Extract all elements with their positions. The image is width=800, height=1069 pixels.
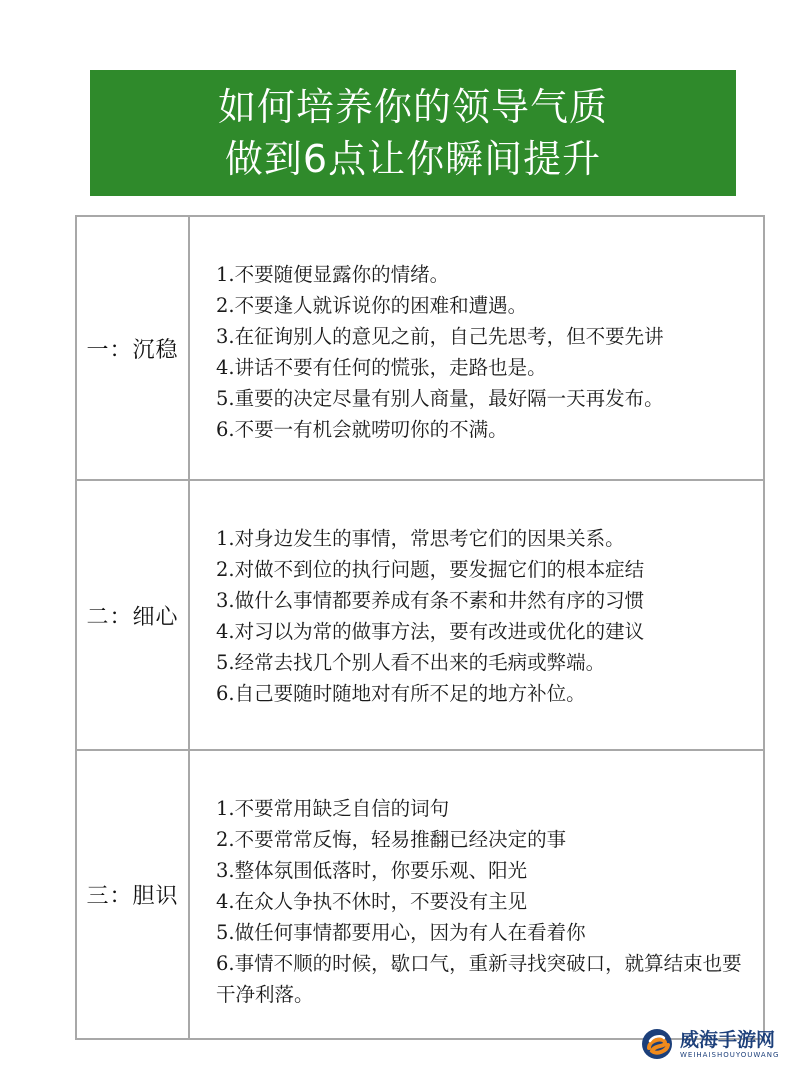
list-item: 4.在众人争执不休时，不要没有主见: [216, 890, 528, 913]
list-item: 6.自己要随时随地对有所不足的地方补位。: [216, 682, 586, 705]
section-body-courage: [190, 751, 763, 1038]
list-item: 3.整体氛围低落时，你要乐观、阳光: [216, 859, 528, 882]
list-item: 4.对习以为常的做事方法，要有改进或优化的建议: [216, 620, 645, 643]
section-body-composure: [190, 217, 763, 481]
section-heading-composure: 一：沉稳: [77, 217, 190, 481]
list-item: 6.事情不顺的时候，歇口气，重新寻找突破口，就算结束也要干净利落。: [216, 952, 742, 1006]
list-item: 5.重要的决定尽量有别人商量，最好隔一天再发布。: [216, 387, 664, 410]
list-item: 3.做什么事情都要养成有条不素和井然有序的习惯: [216, 589, 645, 612]
list-item: 6.不要一有机会就唠叨你的不满。: [216, 418, 508, 441]
list-item: 1.不要常用缺乏自信的词句: [216, 797, 450, 820]
watermark-logo: [640, 1022, 798, 1066]
tips-table: [75, 215, 765, 1040]
list-item: 2.不要逢人就诉说你的困难和遭遇。: [216, 294, 528, 317]
list-item: 1.对身边发生的事情，常思考它们的因果关系。: [216, 527, 625, 550]
watermark-name: 威海手游网: [680, 1028, 776, 1051]
section-heading-attentiveness: 二：细心: [77, 481, 190, 751]
list-item: 5.经常去找几个别人看不出来的毛病或弊端。: [216, 651, 606, 674]
list-item: 1.不要随便显露你的情绪。: [216, 263, 450, 286]
swirl-logo-icon: [640, 1027, 674, 1061]
section-body-attentiveness: [190, 481, 763, 751]
list-item: 2.不要常常反悔，轻易推翻已经决定的事: [216, 828, 567, 851]
list-item: 3.在征询别人的意见之前，自己先思考，但不要先讲: [216, 325, 664, 348]
list-item: 5.做任何事情都要用心，因为有人在看着你: [216, 921, 586, 944]
title-banner: [90, 70, 736, 196]
title-line-1: 如何培养你的领导气质: [217, 85, 608, 129]
watermark-subtext: WEIHAISHOUYOUWANG: [680, 1050, 780, 1059]
title-line-2: 做到6点让你瞬间提升: [224, 137, 602, 181]
section-heading-courage: 三：胆识: [77, 751, 190, 1038]
list-item: 4.讲话不要有任何的慌张，走路也是。: [216, 356, 547, 379]
list-item: 2.对做不到位的执行问题，要发掘它们的根本症结: [216, 558, 645, 581]
